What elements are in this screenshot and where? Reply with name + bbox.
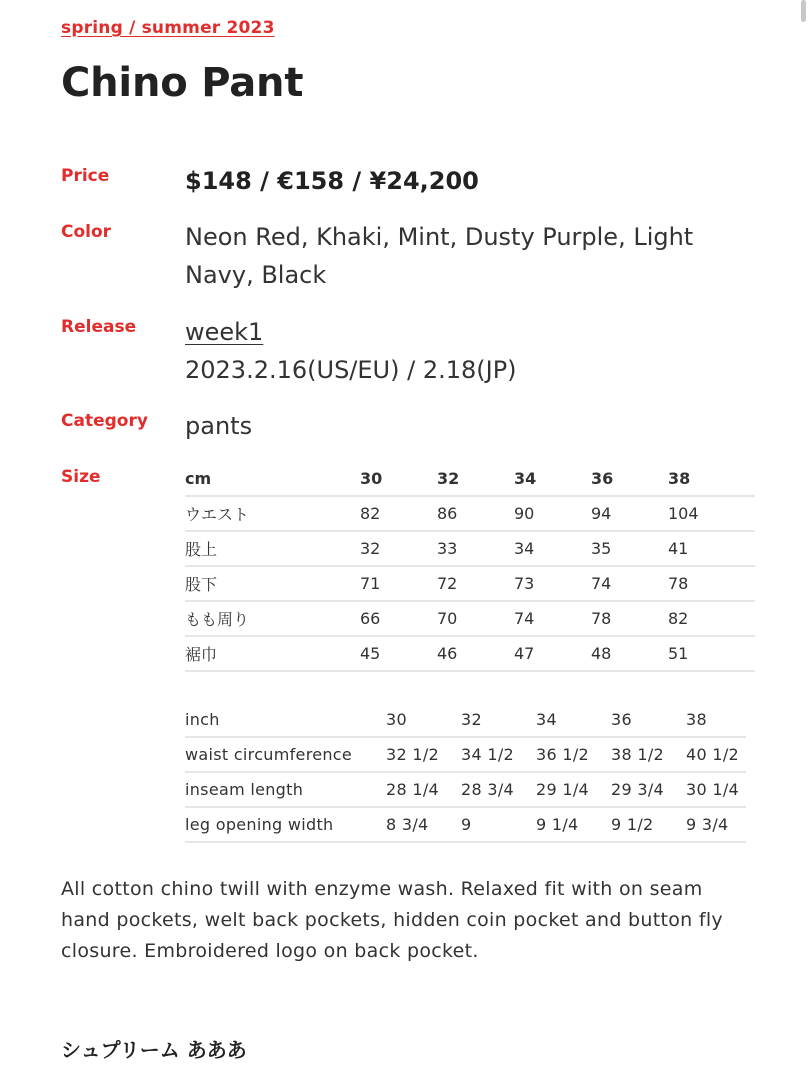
size-cm-header: 30 — [360, 462, 437, 496]
cell: 45 — [360, 636, 437, 671]
cell: 82 — [668, 601, 755, 636]
table-row — [185, 772, 746, 807]
size-cm-header-row — [185, 462, 755, 496]
cell: 29 1/4 — [536, 772, 611, 807]
size-inch-unit: inch — [185, 703, 386, 737]
color-line-1: Neon Red, Khaki, Mint, Dusty Purple, Light — [185, 223, 694, 251]
release-week-link[interactable]: week1 — [185, 318, 264, 346]
cell: 9 1/4 — [536, 807, 611, 842]
cell: 41 — [668, 531, 755, 566]
cell: 74 — [591, 566, 668, 601]
size-label: Size — [61, 467, 101, 487]
table-row — [185, 566, 755, 601]
release-value — [185, 313, 517, 389]
table-row — [185, 531, 755, 566]
cell: 90 — [514, 496, 591, 531]
size-cm-header: 34 — [514, 462, 591, 496]
cell: 35 — [591, 531, 668, 566]
size-inch-header: 34 — [536, 703, 611, 737]
cell: 30 1/4 — [686, 772, 746, 807]
cell: 9 3/4 — [686, 807, 746, 842]
cell: 36 1/2 — [536, 737, 611, 772]
color-value — [185, 218, 693, 294]
cell: 32 1/2 — [386, 737, 461, 772]
cell: 33 — [437, 531, 514, 566]
table-row — [185, 496, 755, 531]
cell: 78 — [668, 566, 755, 601]
price-label: Price — [61, 166, 110, 186]
cell: 34 — [514, 531, 591, 566]
cell: 32 — [360, 531, 437, 566]
color-line-2: Navy, Black — [185, 261, 327, 289]
cell: 47 — [514, 636, 591, 671]
cell: 29 3/4 — [611, 772, 686, 807]
size-inch-header-row — [185, 703, 746, 737]
size-inch-header: 38 — [686, 703, 746, 737]
cell: 86 — [437, 496, 514, 531]
cell: 78 — [591, 601, 668, 636]
cell: 73 — [514, 566, 591, 601]
size-inch-header: 30 — [386, 703, 461, 737]
table-row — [185, 636, 755, 671]
cell: 8 3/4 — [386, 807, 461, 842]
cell: 28 3/4 — [461, 772, 536, 807]
cell: 71 — [360, 566, 437, 601]
cell: 46 — [437, 636, 514, 671]
cell: 72 — [437, 566, 514, 601]
size-inch-header: 36 — [611, 703, 686, 737]
cell: 38 1/2 — [611, 737, 686, 772]
size-cm-unit: cm — [185, 462, 360, 496]
table-row — [185, 601, 755, 636]
table-row — [185, 737, 746, 772]
cell: 94 — [591, 496, 668, 531]
season-link[interactable]: spring / summer 2023 — [61, 18, 275, 38]
cell: 28 1/4 — [386, 772, 461, 807]
price-value: $148 / €158 / ¥24,200 — [185, 167, 479, 195]
cell: 104 — [668, 496, 755, 531]
color-label: Color — [61, 222, 112, 242]
category-label: Category — [61, 411, 148, 431]
release-label: Release — [61, 317, 137, 337]
scrollbar-thumb[interactable] — [801, 0, 806, 22]
row-label: ウエスト — [185, 496, 360, 531]
row-label: もも周り — [185, 601, 360, 636]
product-description: All cotton chino twill with enzyme wash. Relaxed fit with on seam hand pockets, welt back pockets, hidden coin pocket and button fly closure. Embroidered logo on back pocket. — [61, 878, 723, 962]
cell: 34 1/2 — [461, 737, 536, 772]
row-label: 股下 — [185, 566, 360, 601]
table-row — [185, 807, 746, 842]
cell: 9 1/2 — [611, 807, 686, 842]
cell: 70 — [437, 601, 514, 636]
size-cm-header: 38 — [668, 462, 755, 496]
row-label: 裾巾 — [185, 636, 360, 671]
size-cm-header: 32 — [437, 462, 514, 496]
release-date: 2023.2.16(US/EU) / 2.18(JP) — [185, 356, 517, 384]
cell: 66 — [360, 601, 437, 636]
size-inch-header: 32 — [461, 703, 536, 737]
brand-footer: シュプリーム あああ — [61, 1038, 247, 1062]
row-label: waist circumference — [185, 737, 386, 772]
row-label: leg opening width — [185, 807, 386, 842]
cell: 48 — [591, 636, 668, 671]
size-table-inch — [185, 703, 746, 843]
size-table-cm — [185, 462, 755, 672]
cell: 40 1/2 — [686, 737, 746, 772]
cell: 51 — [668, 636, 755, 671]
row-label: inseam length — [185, 772, 386, 807]
cell: 74 — [514, 601, 591, 636]
cell: 9 — [461, 807, 536, 842]
cell: 82 — [360, 496, 437, 531]
category-value: pants — [185, 412, 253, 440]
size-cm-header: 36 — [591, 462, 668, 496]
page-title: Chino Pant — [61, 60, 304, 106]
row-label: 股上 — [185, 531, 360, 566]
